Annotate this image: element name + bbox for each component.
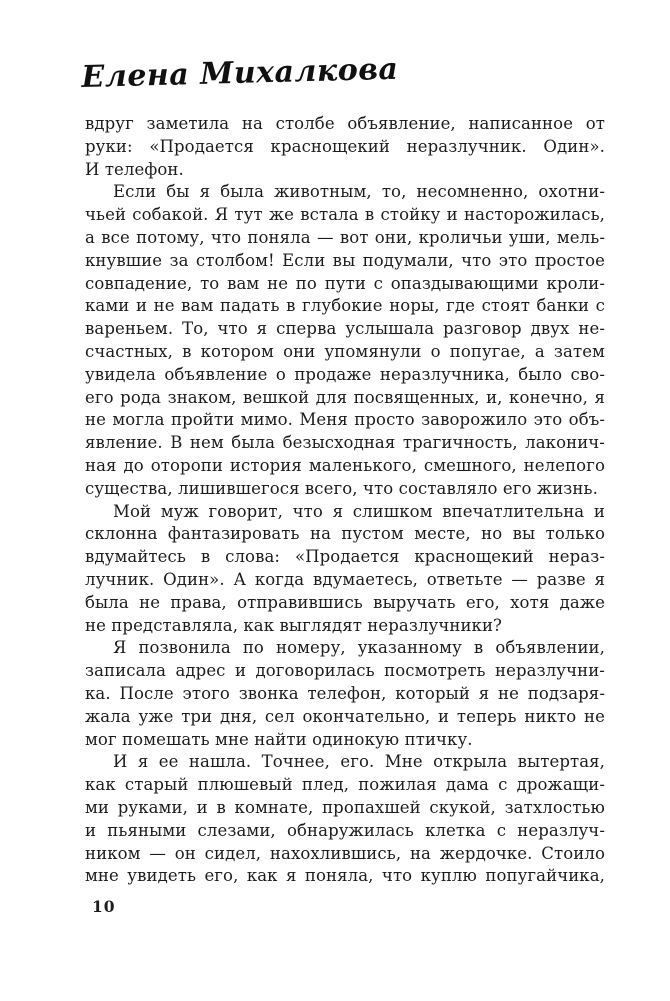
text-line: а все потому, что поняла — вот они, кроличьи уши, мель- bbox=[85, 227, 605, 247]
page-number: 10 bbox=[92, 897, 116, 916]
text-line: руки: «Продается краснощекий неразлучник. Один». bbox=[85, 136, 605, 156]
text-line: увидела объявление о продаже неразлучника, было сво- bbox=[85, 364, 605, 384]
text-line: была не права, отправившись выручать его, хотя даже bbox=[85, 592, 605, 612]
text-line: не могла пройти мимо. Меня просто заворожило это объ- bbox=[85, 410, 605, 430]
text-line: ником — он сидел, нахохлившись, на жердочке. Стоило bbox=[85, 843, 605, 863]
text-line: лучник. Один». А когда вдумаетесь, ответьте — разве я bbox=[85, 569, 605, 589]
text-line: И телефон. bbox=[85, 159, 184, 179]
paragraph bbox=[85, 751, 605, 888]
text-line: чьей собакой. Я тут же встала в стойку и насторожилась, bbox=[85, 205, 605, 225]
text-line: и пьяными слезами, обнаружилась клетка с неразлуч- bbox=[85, 820, 605, 840]
text-line: записала адрес и договорилась посмотреть неразлучни- bbox=[85, 661, 605, 681]
text-line: счастных, в котором они упомянули о попугае, а затем bbox=[85, 341, 605, 361]
paragraph bbox=[85, 113, 605, 181]
text-line: И я ее нашла. Точнее, его. Мне открыла вытертая, bbox=[113, 752, 605, 772]
paragraph bbox=[85, 637, 605, 751]
text-line: ка. После этого звонка телефон, который я не подзаря- bbox=[85, 683, 605, 703]
text-line: мог помешать мне найти одинокую птичку. bbox=[85, 729, 473, 749]
text-line: совпадение, то вам не по пути с опаздывающими кроли- bbox=[85, 273, 605, 293]
text-line: Мой муж говорит, что я слишком впечатлительна и bbox=[113, 501, 605, 521]
text-line: вареньем. То, что я сперва услышала разговор двух не- bbox=[85, 319, 605, 339]
text-line: ками и не вам падать в глубокие норы, где стоят банки с bbox=[85, 296, 605, 316]
text-line: жала уже три дня, сел окончательно, и теперь никто не bbox=[85, 706, 605, 726]
paragraph bbox=[85, 501, 605, 638]
text-line: ми руками, и в комнате, пропахшей скукой, затхлостью bbox=[85, 797, 605, 817]
author-logo: Елена Михалкова bbox=[81, 51, 399, 95]
text-line: вдруг заметила на столбе объявление, написанное от bbox=[85, 114, 605, 133]
text-line: кнувшие за столбом! Если вы подумали, что это простое bbox=[85, 250, 605, 270]
text-line: склонна фантазировать на пустом месте, но вы только bbox=[85, 524, 605, 544]
text-line: Если бы я была животным, то, несомненно, охотни- bbox=[113, 182, 605, 202]
text-line: мне увидеть его, как я поняла, что куплю попугайчика, bbox=[85, 866, 605, 886]
body-text bbox=[85, 113, 605, 888]
text-line: вдумайтесь в слова: «Продается краснощекий нераз- bbox=[85, 547, 605, 567]
text-line: существа, лишившегося всего, что составляло его жизнь. bbox=[85, 478, 598, 498]
text-line: Я позвонила по номеру, указанному в объявлении, bbox=[113, 638, 605, 658]
text-line: явление. В нем была безысходная трагичность, лаконич- bbox=[85, 433, 605, 453]
paragraph bbox=[85, 181, 605, 500]
text-line: не представляла, как выглядят неразлучники? bbox=[85, 615, 503, 635]
text-line: как старый плюшевый плед, пожилая дама с дрожащи- bbox=[85, 775, 605, 795]
text-line: ная до оторопи история маленького, смешного, нелепого bbox=[85, 455, 605, 475]
text-line: его рода знаком, вешкой для посвященных, и, конечно, я bbox=[85, 387, 605, 407]
